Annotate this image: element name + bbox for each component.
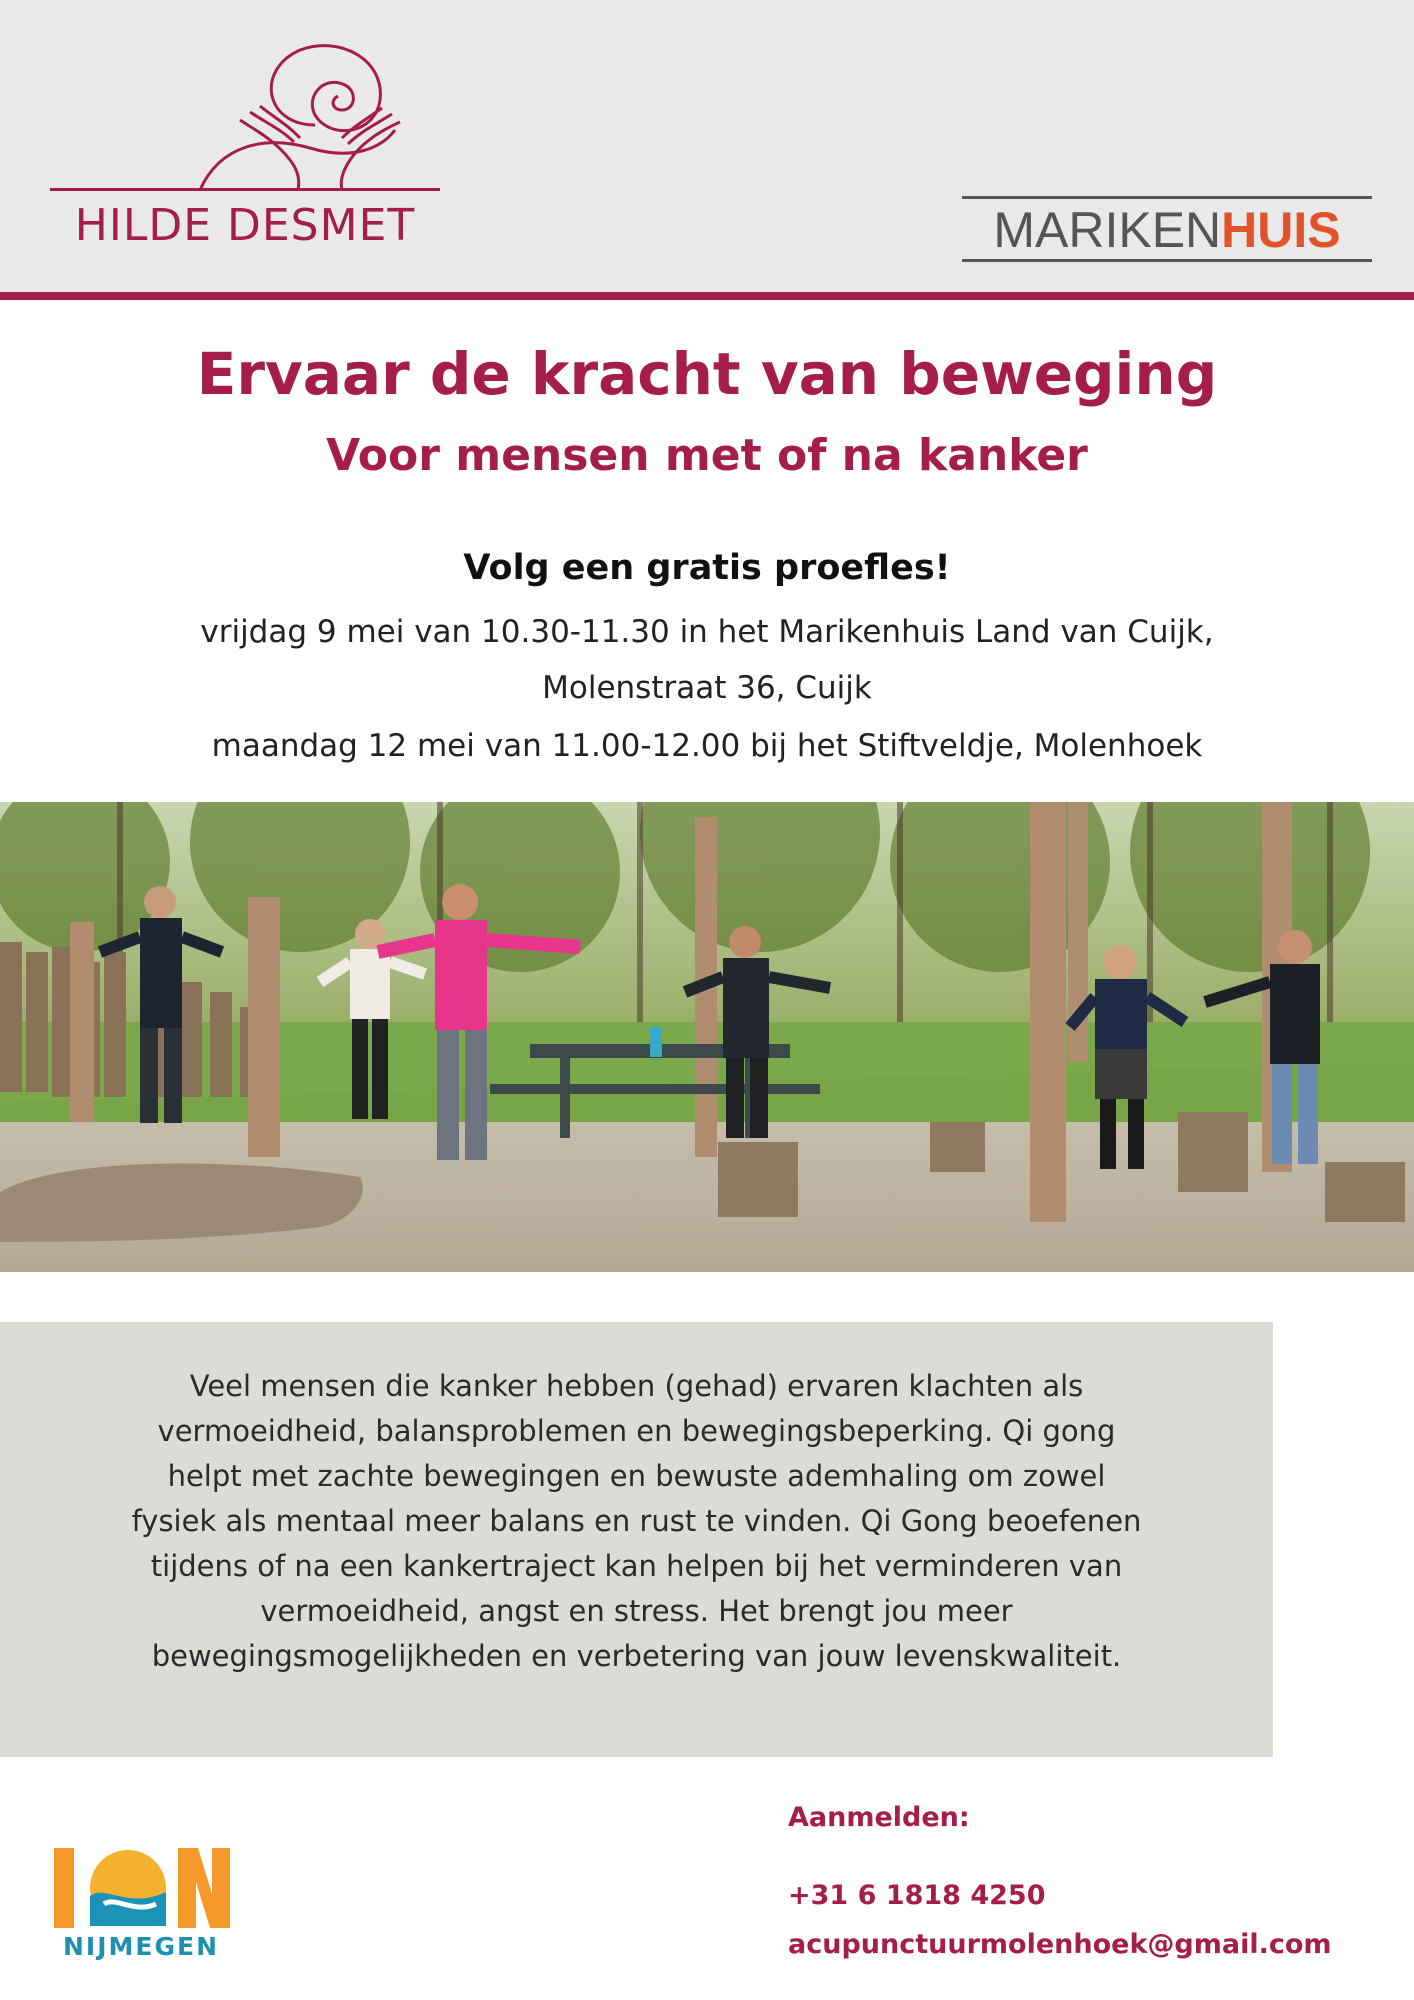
page-title: Ervaar de kracht van beweging: [196, 340, 1218, 408]
logo-divider: [962, 196, 1372, 199]
info-box: [0, 1322, 1273, 1757]
logo-divider: [962, 259, 1372, 262]
info-line: fysiek als mentaal meer balans en rust te vinden. Qi Gong beoefenen: [131, 1504, 1142, 1538]
contact-email-link[interactable]: acupunctuurmolenhoek@gmail.com: [788, 1929, 1332, 1960]
info-line: helpt met zachte bewegingen en bewuste ademhaling om zowel: [167, 1459, 1106, 1493]
ion-nijmegen-logo: [46, 1840, 246, 1970]
schedule-line: Molenstraat 36, Cuijk: [542, 670, 872, 706]
info-text: [40, 1364, 1233, 1679]
info-line: bewegingsmogelijkheden en verbetering van jouw levenskwaliteit.: [151, 1639, 1122, 1673]
logo-divider: [50, 188, 440, 191]
header-divider: [0, 292, 1414, 300]
marikenhuis-wordmark-part-b: HUIS: [1221, 202, 1341, 258]
hilde-desmet-logo: [50, 30, 450, 265]
schedule-line: vrijdag 9 mei van 10.30-11.30 in het Marikenhuis Land van Cuijk,: [200, 614, 1214, 650]
contact-phone[interactable]: +31 6 1818 4250: [788, 1880, 1046, 1911]
header: [0, 0, 1414, 292]
promo-heading: Volg een gratis proefles!: [463, 548, 951, 588]
hands-spiral-icon: [50, 30, 450, 200]
schedule-line: maandag 12 mei van 11.00-12.00 bij het Stiftveldje, Molenhoek: [211, 728, 1203, 764]
info-line: vermoeidheid, balansproblemen en bewegingsbeperking. Qi gong: [157, 1414, 1116, 1448]
page-subtitle: Voor mensen met of na kanker: [326, 430, 1088, 481]
marikenhuis-wordmark: [962, 204, 1372, 256]
info-line: vermoeidheid, angst en stress. Het brengt jou meer: [260, 1594, 1013, 1628]
marikenhuis-logo: [962, 196, 1372, 266]
qigong-group-photo: [0, 802, 1414, 1272]
ion-logo-icon: [46, 1840, 236, 1932]
ion-city-label: NIJMEGEN: [62, 1932, 219, 1961]
info-line: tijdens of na een kankertraject kan helpen bij het verminderen van: [150, 1549, 1123, 1583]
contact-heading: Aanmelden:: [788, 1802, 970, 1833]
marikenhuis-wordmark-part-a: MARIKEN: [993, 202, 1222, 258]
hilde-desmet-wordmark: HILDE DESMET: [74, 200, 416, 251]
outdoor-qigong-group-photo: [0, 802, 1414, 1272]
info-line: Veel mensen die kanker hebben (gehad) ervaren klachten als: [189, 1369, 1084, 1403]
